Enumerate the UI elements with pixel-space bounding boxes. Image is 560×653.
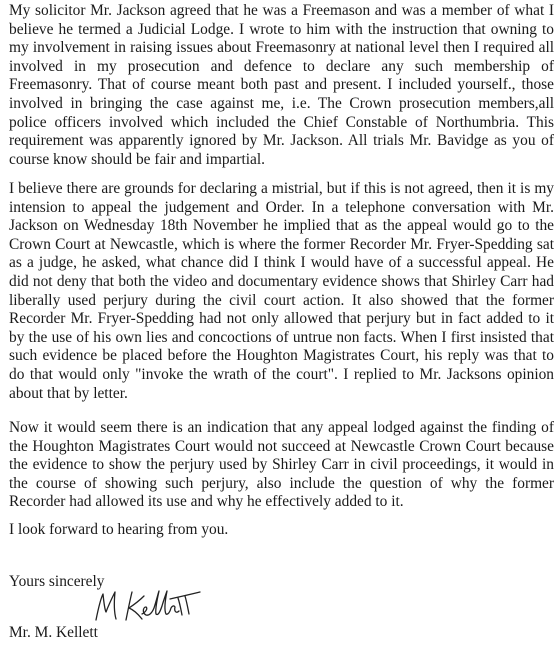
paragraph-appeal-indication: Now it would seem there is an indication that any appeal lodged against the finding of the Houghton Magistrates Court would not succeed at Newcastle Crown Court because the evidence to show the perjury used by Shirley Carr in civil proceedings, it would in the course of showing such perjury, also include the question of why the former Recorder had allowed its use and why he effectively added to it. bbox=[9, 419, 554, 511]
signatory-name: Mr. M. Kellett bbox=[9, 624, 98, 641]
paragraph-mistrial-appeal: I believe there are grounds for declaring a mistrial, but if this is not agreed, then it is my intension to appeal the judgement and Order. In a telephone conversation with Mr. Jackson on Wednesday 18th November he implied that as the appeal would go to the Crown Court at Newcastle, which is where the former Recorder Mr. Fryer-Spedding sat as a judge, he asked, what chance did I think I would have of a successful appeal. He did not deny that both the video and documentary evidence shows that Shirley Carr had liberally used perjury during the civil court action. It also showed that the former Recorder Mr. Fryer-Spedding had not only allowed that perjury but in fact added to it by the use of his own lies and concoctions of untrue non facts. When I first insisted that such evidence be placed before the Houghton Magistrates Court, his reply was that to do that would only "invoke the wrath of the court". I replied to Mr. Jacksons opinion about that by letter. bbox=[9, 180, 554, 402]
paragraph-look-forward: I look forward to hearing from you. bbox=[9, 521, 229, 538]
paragraph-solicitor-freemason: My solicitor Mr. Jackson agreed that he was a Freemason and was a member of what I believe he termed a Judicial Lodge. I wrote to him with the instruction that owning to my involvement in raising issues about Freemasonry at national level then I required all involved in my prosecution and defence to declare any such membership of Freemasonry. That of course meant both past and present. I included yourself., those involved in bringing the case against me, i.e. The Crown prosecution members,all police officers involved which included the Chief Constable of Northumbria. This requirement was apparently ignored by Mr. Jackson. All trials Mr. Bavidge as you of course know should be fair and impartial. bbox=[9, 2, 554, 168]
handwritten-signature bbox=[86, 586, 206, 626]
closing-salutation: Yours sincerely bbox=[9, 573, 105, 590]
